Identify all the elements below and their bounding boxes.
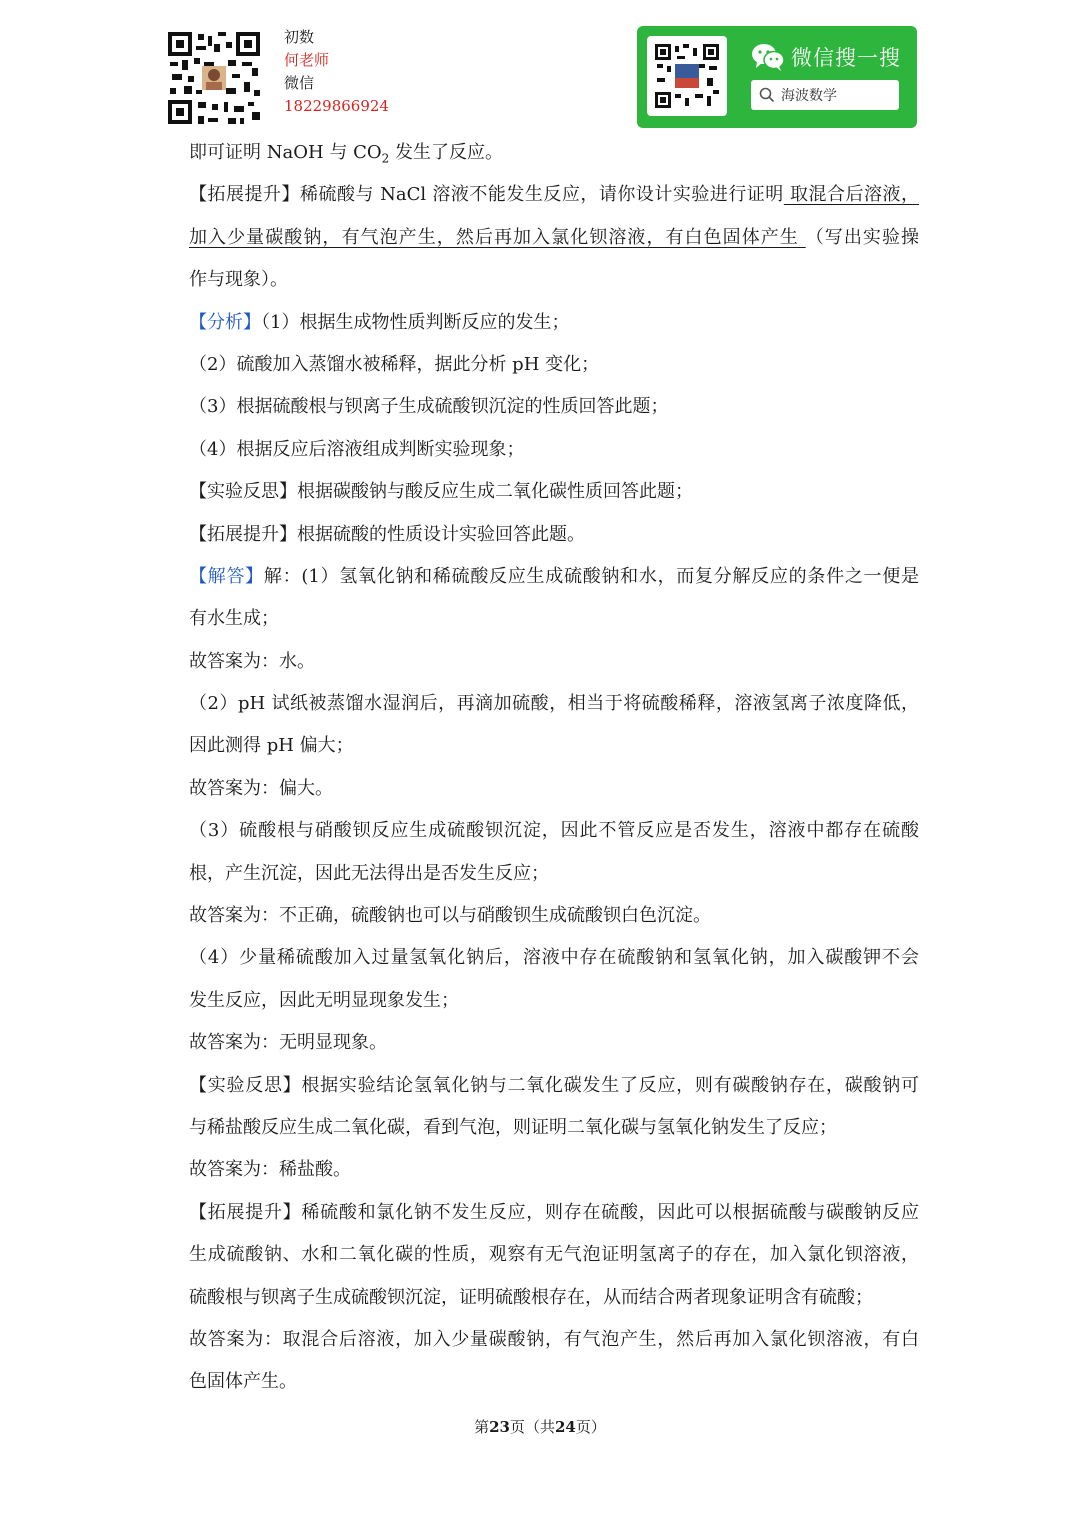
text-run: 解：(1）氢氧化钠和稀硫酸反应生成硫酸钠和水，而复分解反应的条件之一便是 (263, 565, 919, 587)
contact-phone: 18229866924 (284, 97, 389, 115)
text-line (189, 217, 919, 259)
text-line: 故答案为：不正确，硫酸钠也可以与硝酸钡生成硫酸钡白色沉淀。 (189, 905, 711, 927)
wechat-search-title: 微信搜一搜 (791, 46, 901, 70)
text-line: 发生反应，因此无明显现象发生； (189, 989, 459, 1011)
text-line: 根，产生沉淀，因此无法得出是否发生反应； (189, 862, 549, 884)
page-number: 23 (489, 1418, 510, 1436)
document-body (189, 132, 919, 1404)
text-line: 故答案为：偏大。 (189, 777, 333, 799)
text-line: （4）根据反应后溶液组成判断实验现象； (189, 438, 525, 460)
section-tag-solution: 【解答】 (189, 565, 264, 587)
text-line: （4）少量稀硫酸加入过量氢氧化钠后，溶液中存在硫酸钠和氢氧化钠，加入碳酸钾不会 (189, 947, 919, 969)
text-line: （2）pH 试纸被蒸馏水湿润后，再滴加硫酸，相当于将硫酸稀释，溶液氢离子浓度降低， (189, 693, 919, 715)
wechat-qr-frame (647, 36, 727, 116)
wechat-qr-icon (655, 44, 719, 108)
text-run: （1）根据生成物性质判断反应的发生； (261, 311, 570, 333)
text-line: （2）硫酸加入蒸馏水被稀释，据此分析 pH 变化； (189, 353, 600, 375)
underlined-answer: 取混合后溶液， (783, 184, 919, 206)
text-line: 【实验反思】根据碳酸钠与酸反应生成二氧化碳性质回答此题； (189, 481, 693, 503)
text-line: 因此测得 pH 偏大； (189, 735, 354, 757)
footer-text: 页） (575, 1418, 606, 1436)
contact-info (284, 26, 389, 118)
contact-subject: 初数 (284, 28, 315, 46)
text-line (189, 556, 919, 598)
contact-wechat-label: 微信 (284, 74, 315, 92)
wechat-search-card[interactable] (637, 26, 917, 128)
wechat-search-box[interactable] (751, 80, 899, 110)
text-line: 故答案为：无明显现象。 (189, 1032, 387, 1054)
text-run: 即可证明 NaOH 与 CO (189, 142, 382, 163)
subscript: 2 (381, 151, 390, 166)
footer-text: 第 (474, 1418, 490, 1436)
text-line: 【拓展提升】稀硫酸和氯化钠不发生反应，则存在硫酸，因此可以根据硫酸与碳酸钠反应 (189, 1201, 919, 1223)
text-line: 故答案为：水。 (189, 650, 315, 672)
text-line: 生成硫酸钠、水和二氧化碳的性质，观察有无气泡证明氢离子的存在，加入氯化钡溶液， (189, 1244, 919, 1266)
footer-text: 页（共 (509, 1418, 555, 1436)
page-header (0, 0, 1080, 135)
text-line: 【拓展提升】根据硫酸的性质设计实验回答此题。 (189, 523, 585, 545)
text-line: （3）根据硫酸根与钡离子生成硫酸钡沉淀的性质回答此题； (189, 396, 669, 418)
underlined-answer: 加入少量碳酸钠，有气泡产生，然后再加入氯化钡溶液，有白色固体产生 (189, 226, 806, 248)
section-tag-analysis: 【分析】 (189, 311, 261, 333)
text-line (189, 302, 919, 344)
text-line: 故答案为：稀盐酸。 (189, 1159, 351, 1181)
text-line: 与稀盐酸反应生成二氧化碳，看到气泡，则证明二氧化碳与氢氧化钠发生了反应； (189, 1116, 837, 1138)
qr-code-icon (168, 32, 260, 124)
search-icon (759, 87, 775, 103)
text-line (189, 174, 919, 216)
text-line: 有水生成； (189, 608, 279, 630)
wechat-brand (751, 40, 901, 74)
text-line: （3）硫酸根与硝酸钡反应生成硫酸钡沉淀，因此不管反应是否发生，溶液中都存在硫酸 (189, 820, 919, 842)
text-run: 【拓展提升】稀硫酸与 NaCl 溶液不能发生反应，请你设计实验进行证明 (189, 184, 784, 206)
text-line: 作与现象）。 (189, 269, 288, 291)
text-run: （写出实验操 (805, 226, 920, 248)
wechat-logo-icon (751, 42, 785, 72)
wechat-search-text: 海波数学 (781, 88, 837, 104)
page-footer (0, 1416, 1080, 1437)
page-total: 24 (555, 1418, 576, 1436)
text-line (189, 132, 919, 174)
text-line: 故答案为：取混合后溶液，加入少量碳酸钠，有气泡产生，然后再加入氯化钡溶液，有白 (189, 1328, 919, 1350)
text-run: 发生了反应。 (389, 142, 504, 163)
text-line: 硫酸根与钡离子生成硫酸钡沉淀，证明硫酸根存在，从而结合两者现象证明含有硫酸； (189, 1286, 873, 1308)
contact-teacher: 何老师 (284, 51, 330, 69)
text-line: 色固体产生。 (189, 1371, 297, 1393)
text-line: 【实验反思】根据实验结论氢氧化钠与二氧化碳发生了反应，则有碳酸钠存在，碳酸钠可 (189, 1074, 919, 1096)
